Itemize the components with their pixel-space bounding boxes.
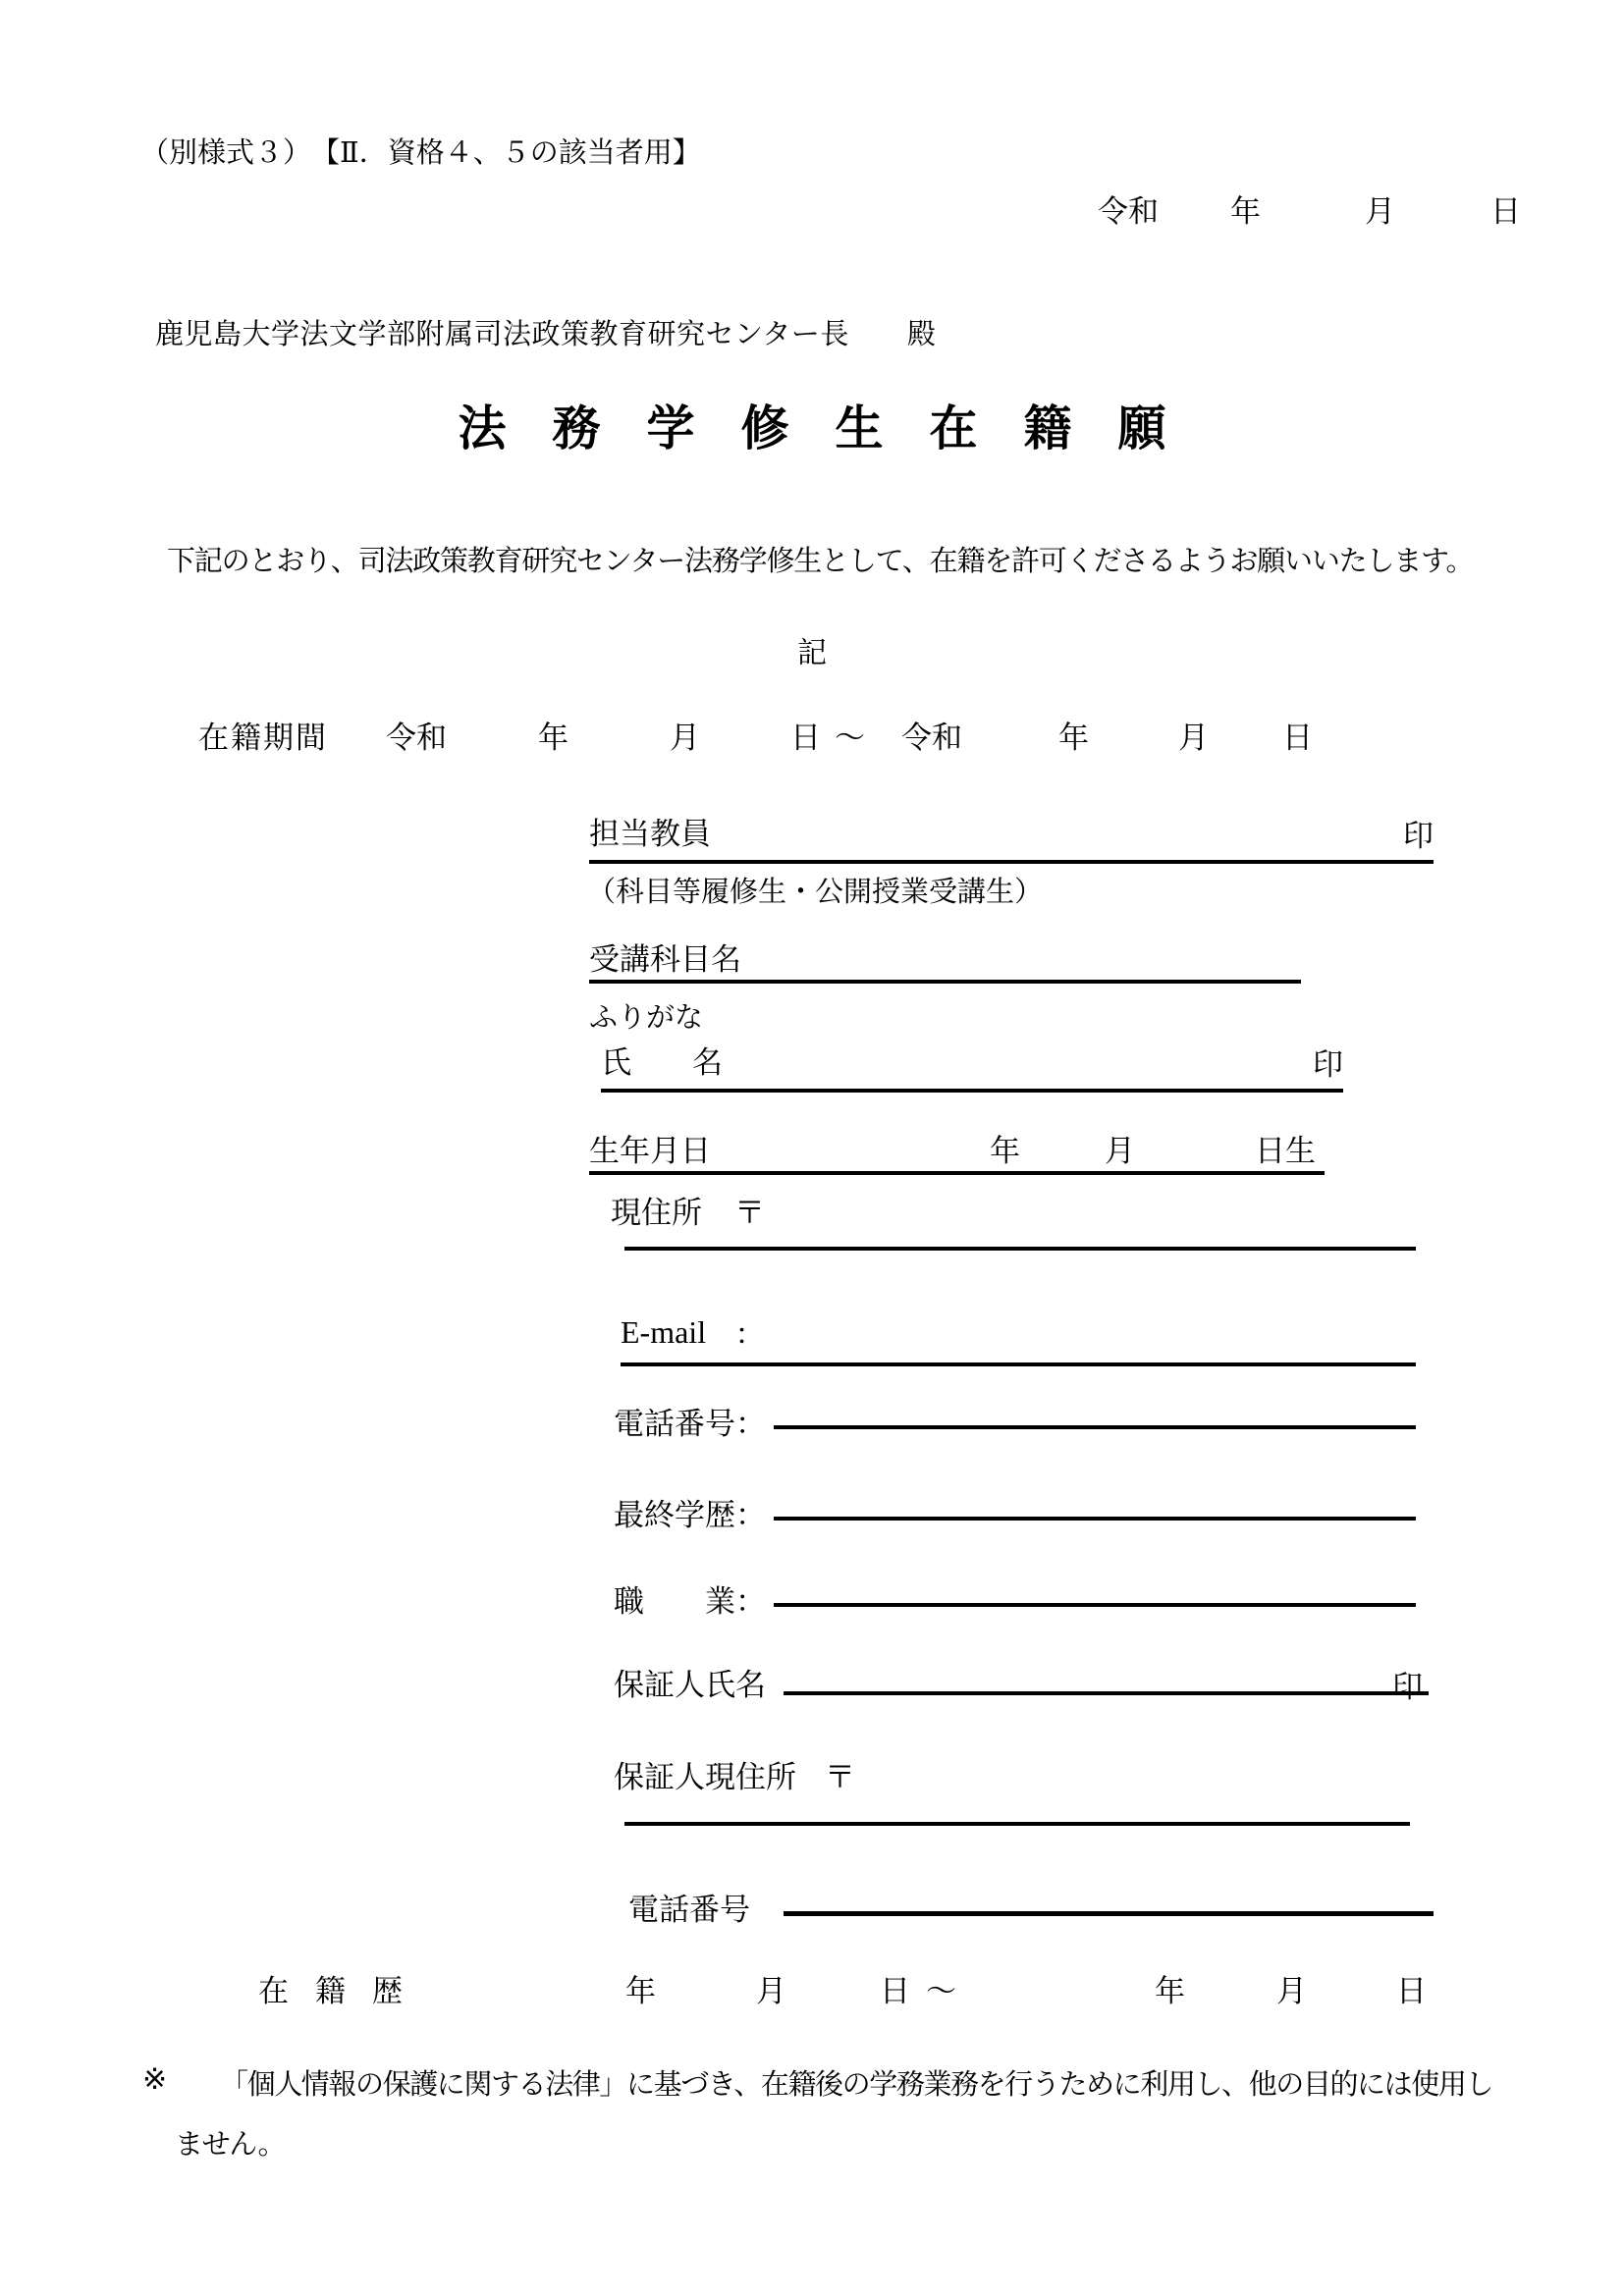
period-end-month: 月 — [1178, 721, 1209, 755]
phone-label: 電話番号： — [614, 1407, 766, 1441]
name-field — [601, 1038, 1343, 1093]
history-end-month: 月 — [1276, 1974, 1307, 2008]
period-start-day: 日 — [790, 721, 821, 755]
record-mark: 記 — [797, 637, 827, 669]
email-field — [621, 1308, 1416, 1366]
education-label: 最終学歴： — [614, 1498, 766, 1532]
occupation-label: 職 業： — [614, 1584, 766, 1619]
guarantor-phone-blank-line — [784, 1885, 1434, 1916]
teacher-field — [589, 809, 1434, 864]
history-start-month: 月 — [756, 1974, 786, 2008]
birthdate-field — [589, 1122, 1325, 1175]
course-name-field — [589, 934, 1301, 984]
furigana-label: ふりがな — [589, 1002, 704, 1034]
teacher-note: （科目等履修生・公開授業受講生） — [587, 877, 1044, 908]
occupation-blank-line — [774, 1576, 1416, 1607]
date-month-label: 月 — [1365, 194, 1395, 229]
guarantor-phone-label: 電話番号 — [628, 1893, 750, 1927]
history-start-year: 年 — [625, 1974, 656, 2008]
guarantor-name-label: 保証人氏名 — [614, 1668, 766, 1702]
date-line — [0, 187, 1624, 229]
guarantor-name-blank-line — [784, 1660, 1429, 1695]
birth-year-label: 年 — [990, 1134, 1020, 1168]
date-year-label: 年 — [1230, 194, 1261, 229]
document-title: 法務学修生在籍願 — [458, 401, 1213, 455]
period-start-month: 月 — [670, 721, 700, 755]
course-name-label: 受講科目名 — [589, 942, 741, 977]
education-blank-line — [774, 1490, 1416, 1521]
postal-mark: 〒 — [734, 1196, 765, 1230]
name-seal-mark: 印 — [1313, 1047, 1343, 1082]
phone-blank-line — [774, 1399, 1416, 1429]
guarantor-seal-mark: 印 — [1392, 1670, 1423, 1704]
request-paragraph: 下記のとおり、司法政策教育研究センター法務学修生として、在籍を許可くださるようお願いいたします。 — [167, 546, 1474, 577]
teacher-label: 担当教員 — [589, 817, 711, 851]
enrollment-history-row — [0, 1966, 1624, 2008]
guarantor-address-blank-line — [624, 1787, 1410, 1826]
period-start-era: 令和 — [386, 721, 447, 755]
history-start-day: 日 — [880, 1974, 910, 2008]
address-label: 現住所 — [611, 1196, 702, 1230]
name-label: 氏 名 — [601, 1045, 723, 1080]
addressee-line: 鹿児島大学法文学部附属司法政策教育研究センター長 殿 — [155, 319, 937, 350]
enrollment-period-label: 在籍期間 — [198, 721, 328, 755]
privacy-note-mark: ※ — [142, 2063, 168, 2096]
enrollment-history-label: 在籍歴 — [258, 1974, 429, 2008]
period-tilde: ～ — [835, 721, 865, 755]
guarantor-postal-mark: 〒 — [825, 1760, 855, 1794]
form-id: （別様式３） 【Ⅱ．資格４、５の該当者用】 — [140, 137, 701, 169]
birthdate-label: 生年月日 — [589, 1134, 711, 1168]
date-era-label: 令和 — [1098, 194, 1159, 229]
period-end-era: 令和 — [901, 721, 962, 755]
period-start-year: 年 — [538, 721, 568, 755]
address-blank-line — [624, 1211, 1416, 1251]
history-end-day: 日 — [1396, 1974, 1427, 2008]
teacher-seal-mark: 印 — [1403, 819, 1434, 853]
enrollment-period-row — [0, 713, 1624, 755]
privacy-note-text: 「個人情報の保護に関する法律」に基づき、在籍後の学務業務を行うために利用し、他の目的には使用しません。 — [175, 2069, 1493, 2161]
history-end-year: 年 — [1155, 1974, 1185, 2008]
email-label: E-mail : — [621, 1314, 746, 1350]
history-tilde: ～ — [926, 1974, 956, 2008]
date-day-label: 日 — [1490, 194, 1521, 229]
period-end-day: 日 — [1282, 721, 1313, 755]
guarantor-address-label: 保証人現住所 — [614, 1760, 796, 1794]
period-end-year: 年 — [1058, 721, 1089, 755]
birth-day-label: 日生 — [1255, 1134, 1316, 1168]
birth-month-label: 月 — [1105, 1134, 1135, 1168]
